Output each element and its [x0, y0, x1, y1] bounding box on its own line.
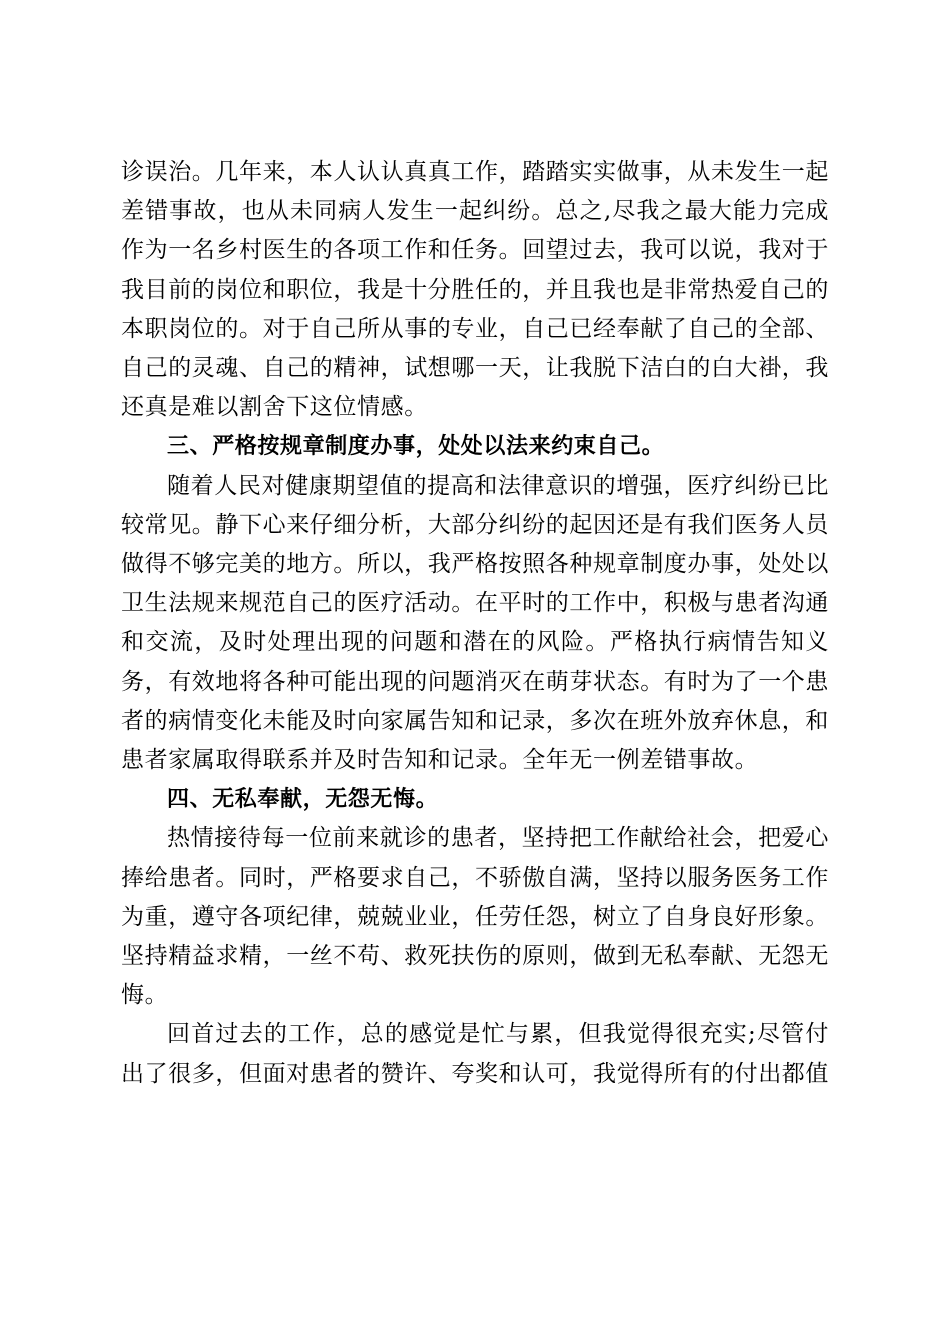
document-body [121, 153, 829, 1094]
paragraph-regulations: 随着人民对健康期望值的提高和法律意识的增强，医疗纠纷已比较常见。静下心来仔细分析，大部分纠纷的起因还是有我们医务人员做得不够完美的地方。所以，我严格按照各种规章制度办事，处处以卫生法规来规范自己的医疗活动。在平时的工作中，积极与患者沟通和交流，及时处理出现的问题和潜在的风险。严格执行病情告知义务，有效地将各种可能出现的问题消灭在萌芽状态。有时为了一个患者的病情变化未能及时向家属告知和记录，多次在班外放弃休息，和患者家属取得联系并及时告知和记录。全年无一例差错事故。 [121, 472, 829, 774]
paragraph-dedication: 热情接待每一位前来就诊的患者，坚持把工作献给社会，把爱心捧给患者。同时，严格要求自己，不骄傲自满，坚持以服务医务工作为重，遵守各项纪律，兢兢业业，任劳任怨，树立了自身良好形象。坚持精益求精，一丝不苟、救死扶伤的原则，做到无私奉献、无怨无悔。 [121, 825, 829, 1009]
section-heading-three: 三、严格按规章制度办事，处处以法来约束自己。 [167, 434, 665, 460]
paragraph-review: 回首过去的工作，总的感觉是忙与累，但我觉得很充实;尽管付出了很多，但面对患者的赞许、夸奖和认可，我觉得所有的付出都值 [121, 1021, 829, 1087]
paragraph-continuation: 诊误治。几年来，本人认认真真工作，踏踏实实做事，从未发生一起差错事故，也从未同病人发生一起纠纷。总之,尽我之最大能力完成作为一名乡村医生的各项工作和任务。回望过去，我可以说，我对于我目前的岗位和职位，我是十分胜任的，并且我也是非常热爱自己的本职岗位的。对于自己所从事的专业，自己已经奉献了自己的全部、自己的灵魂、自己的精神，试想哪一天，让我脱下洁白的白大褂，我还真是难以割舍下这位情感。 [121, 159, 829, 421]
section-heading-four: 四、无私奉献，无怨无悔。 [167, 787, 439, 813]
